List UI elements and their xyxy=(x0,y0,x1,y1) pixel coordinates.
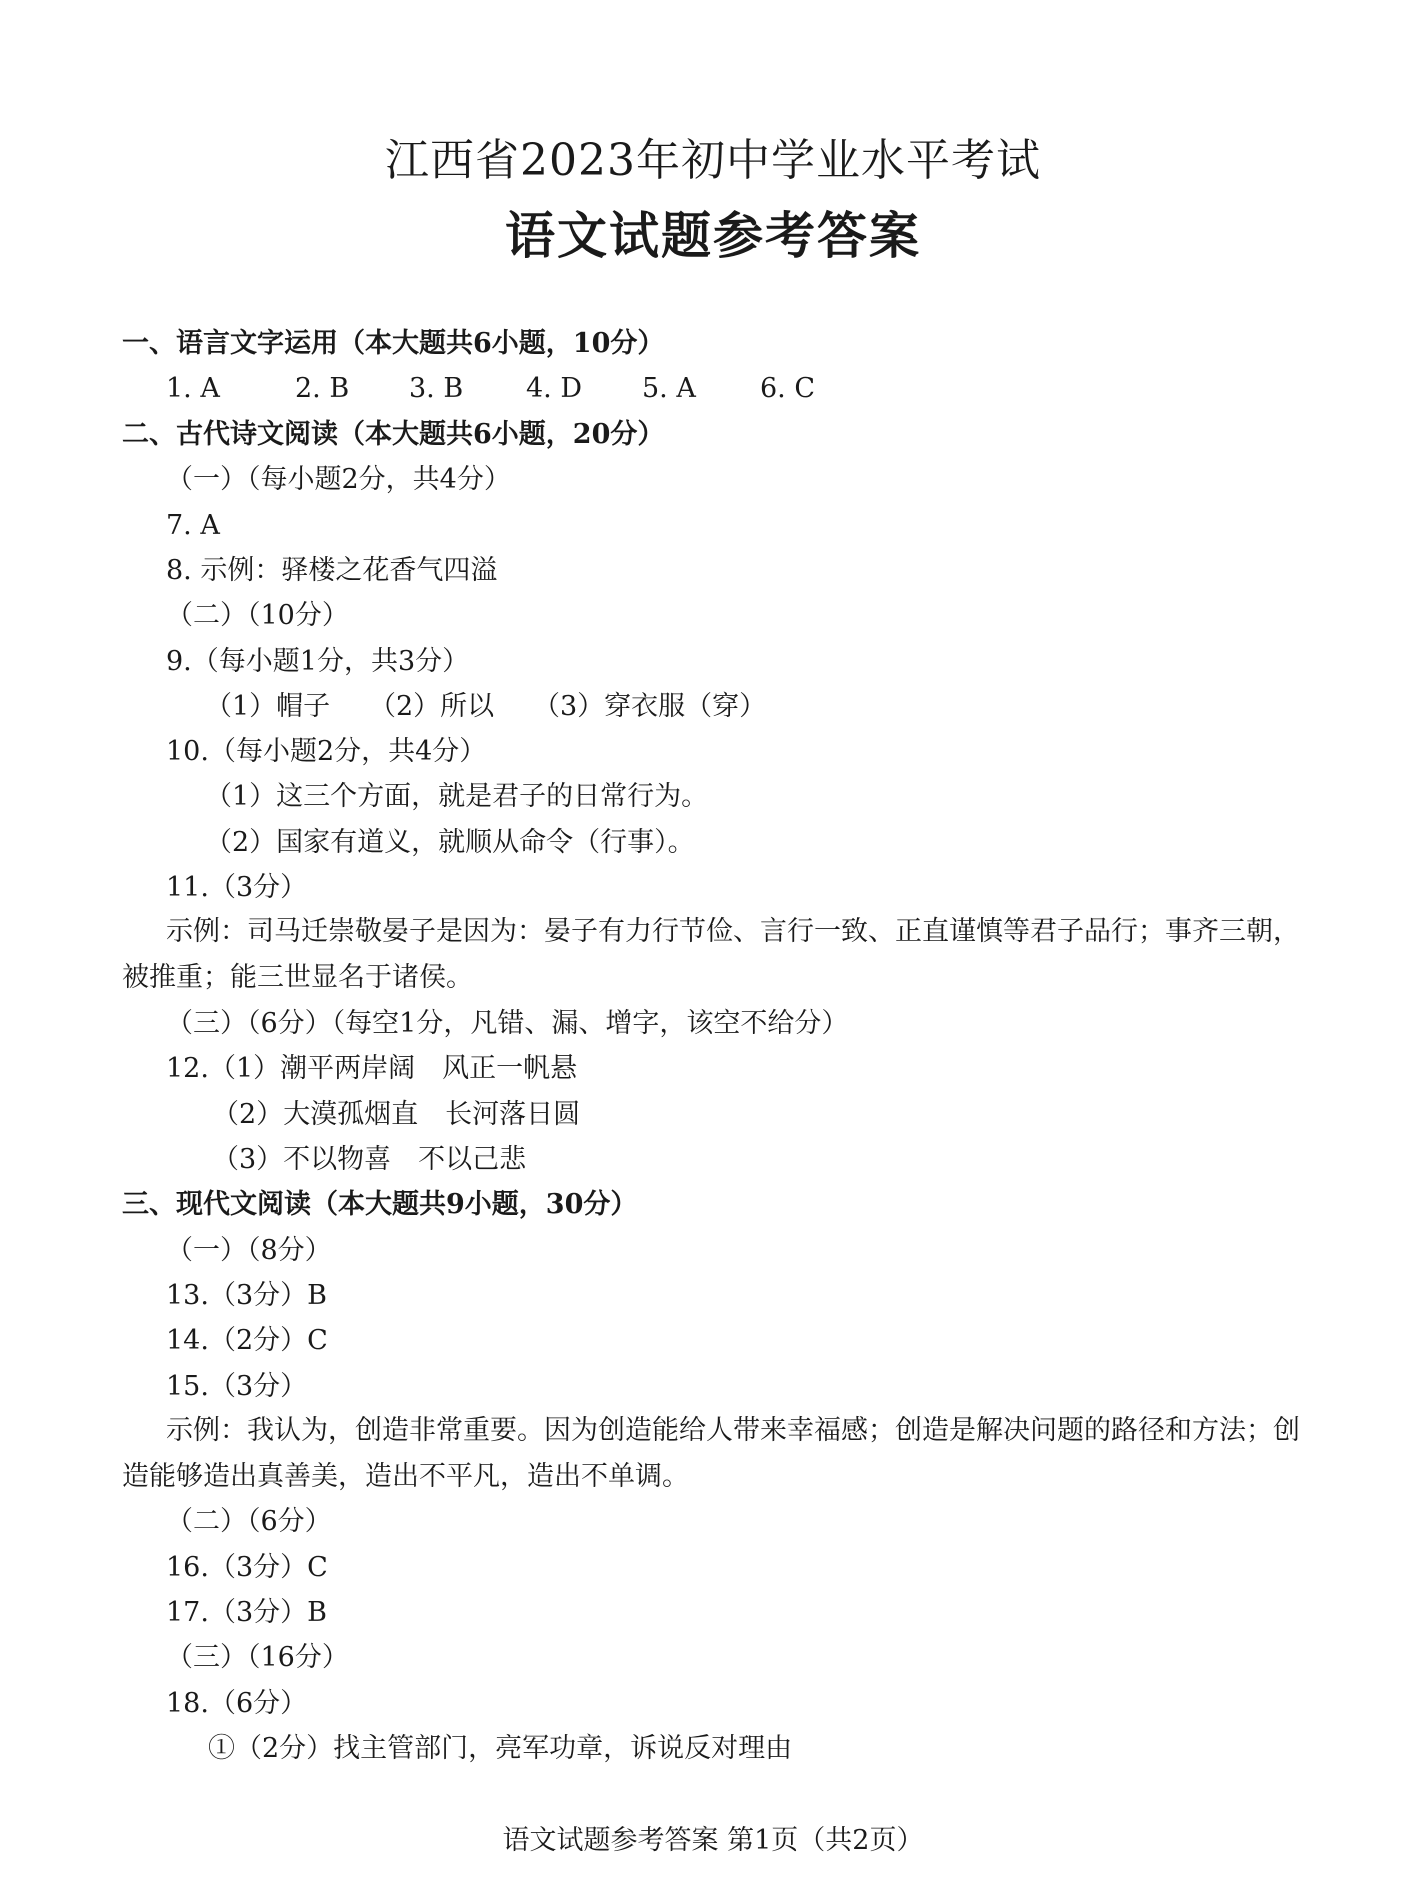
answer-item: （2）所以 xyxy=(369,691,495,722)
answer-item: 2. B xyxy=(295,373,350,404)
answer-line: 14.（2分）C xyxy=(166,1325,328,1356)
section-1-answers xyxy=(166,371,815,407)
part-label: （三）（16分） xyxy=(166,1642,349,1673)
answer-item: 4. D xyxy=(526,373,582,404)
section-3-heading: 三、现代文阅读（本大题共9小题，30分） xyxy=(122,1189,638,1220)
answer-line: （2）国家有道义，就顺从命令（行事）。 xyxy=(205,827,695,858)
part-label: （二）（6分） xyxy=(166,1506,332,1537)
answer-item: 5. A xyxy=(642,373,696,404)
answer-line: （3）不以物喜 不以己悲 xyxy=(212,1144,527,1175)
question-label: 15.（3分） xyxy=(166,1371,308,1402)
page-footer: 语文试题参考答案 第1页（共2页） xyxy=(502,1825,924,1856)
section-2-heading: 二、古代诗文阅读（本大题共6小题，20分） xyxy=(122,419,665,450)
answer-paragraph: 示例：我认为，创造非常重要。因为创造能给人带来幸福感；创造是解决问题的路径和方法；创造能够造出真善美，造出不平凡，造出不单调。 xyxy=(122,1415,1300,1492)
question-label: 10.（每小题2分，共4分） xyxy=(166,736,487,767)
part-label: （一）（每小题2分，共4分） xyxy=(166,464,511,495)
answer-line: 7. A xyxy=(166,510,220,541)
answer-line: （1）这三个方面，就是君子的日常行为。 xyxy=(205,781,709,812)
answer-line: 16.（3分）C xyxy=(166,1552,328,1583)
answer-line: （2）大漠孤烟直 长河落日圆 xyxy=(212,1099,581,1130)
answer-item: 1. A xyxy=(166,373,220,404)
answer-line: 13.（3分）B xyxy=(166,1280,327,1311)
document-subtitle: 语文试题参考答案 xyxy=(505,206,921,265)
part-label: （三）（6分）（每空1分，凡错、漏、增字，该空不给分） xyxy=(166,1008,849,1039)
question-label: 18.（6分） xyxy=(166,1688,308,1719)
answer-line: ①（2分）找主管部门，亮军功章，诉说反对理由 xyxy=(208,1733,793,1764)
section-1-heading: 一、语言文字运用（本大题共6小题，10分） xyxy=(122,328,665,359)
question-label: 9.（每小题1分，共3分） xyxy=(166,646,470,677)
answer-paragraph: 示例：司马迁崇敬晏子是因为：晏子有力行节俭、言行一致、正直谨慎等君子品行；事齐三朝，被推重；能三世显名于诸侯。 xyxy=(122,916,1300,993)
answer-item: 6. C xyxy=(760,373,816,404)
part-label: （一）（8分） xyxy=(166,1235,332,1266)
answer-line: 17.（3分）B xyxy=(166,1597,327,1628)
answer-line: 8. 示例：驿楼之花香气四溢 xyxy=(166,555,498,586)
part-label: （二）（10分） xyxy=(166,600,349,631)
answer-line: 12.（1）潮平两岸阔 风正一帆悬 xyxy=(166,1053,578,1084)
q9-answers xyxy=(205,689,766,725)
answer-item: （3）穿衣服（穿） xyxy=(533,691,767,722)
answer-item: （1）帽子 xyxy=(205,691,331,722)
question-label: 11.（3分） xyxy=(166,872,308,903)
answer-item: 3. B xyxy=(409,373,464,404)
exam-title: 江西省2023年初中学业水平考试 xyxy=(385,135,1041,186)
